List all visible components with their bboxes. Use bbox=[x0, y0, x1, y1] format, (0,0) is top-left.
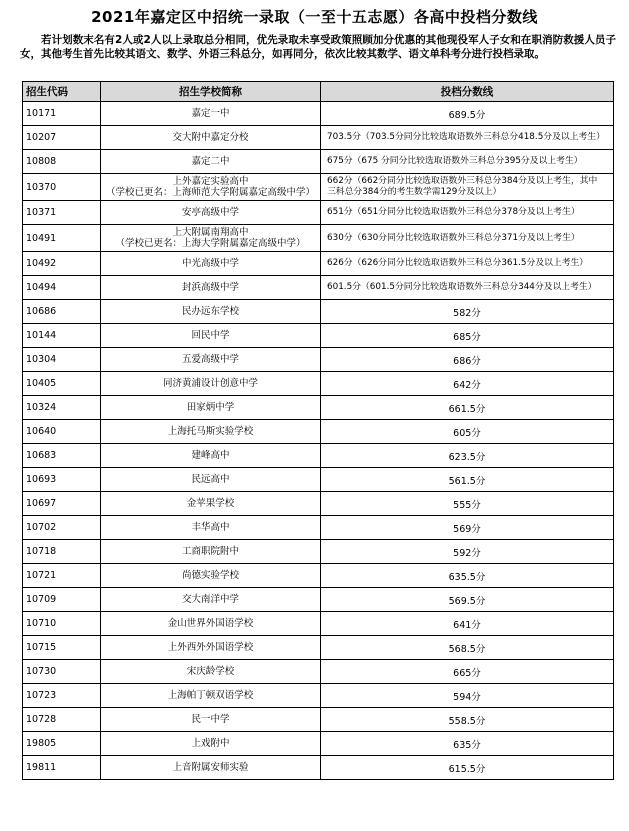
school-code: 10171 bbox=[23, 102, 101, 126]
school-code: 10710 bbox=[23, 612, 101, 636]
school-code: 10371 bbox=[23, 201, 101, 225]
cutoff-score-table bbox=[22, 81, 614, 780]
school-name: 田家炳中学 bbox=[186, 402, 235, 413]
cutoff-score: 558.5分 bbox=[448, 715, 486, 727]
cutoff-score: 662分（662分同分比较选取语数外三科总分384分及以上考生，其中 bbox=[327, 176, 598, 186]
cutoff-score-cell bbox=[321, 252, 614, 276]
school-code: 10715 bbox=[23, 636, 101, 660]
school-code: 10808 bbox=[23, 150, 101, 174]
cutoff-score-cell bbox=[321, 444, 614, 468]
school-name-cell bbox=[101, 102, 321, 126]
school-name-cell bbox=[101, 348, 321, 372]
table-row bbox=[23, 300, 614, 324]
school-name: 上大附属南翔高中 bbox=[172, 227, 249, 238]
school-name-cell bbox=[101, 174, 321, 201]
table-row bbox=[23, 468, 614, 492]
school-name-cell bbox=[101, 150, 321, 174]
cutoff-score: 615.5分 bbox=[448, 763, 486, 775]
school-code: 10405 bbox=[23, 372, 101, 396]
table-row bbox=[23, 126, 614, 150]
cutoff-score-cell bbox=[321, 756, 614, 780]
school-name: 上外西外外国语学校 bbox=[167, 642, 254, 653]
table-row bbox=[23, 150, 614, 174]
cutoff-score-cell bbox=[321, 225, 614, 252]
table-row bbox=[23, 276, 614, 300]
cutoff-score: 561.5分 bbox=[448, 475, 486, 487]
school-rename-note: （学校已更名：上海大学附属嘉定高级中学） bbox=[115, 238, 306, 249]
school-name-cell bbox=[101, 636, 321, 660]
school-name: 尚德实验学校 bbox=[181, 570, 239, 581]
cutoff-score: 568.5分 bbox=[448, 643, 486, 655]
cutoff-score: 594分 bbox=[453, 691, 481, 703]
school-name: 工商职院附中 bbox=[181, 546, 239, 557]
school-name: 民一中学 bbox=[191, 714, 230, 725]
school-name-cell bbox=[101, 300, 321, 324]
school-name-cell bbox=[101, 324, 321, 348]
cutoff-score: 665分 bbox=[453, 667, 481, 679]
cutoff-score: 630分（630分同分比较选取语数外三科总分371分及以上考生） bbox=[327, 232, 580, 243]
school-name-cell bbox=[101, 564, 321, 588]
cutoff-score-cell bbox=[321, 150, 614, 174]
cutoff-score-cell bbox=[321, 276, 614, 300]
table-row bbox=[23, 732, 614, 756]
school-code: 10304 bbox=[23, 348, 101, 372]
table-header-row bbox=[23, 82, 614, 102]
school-name: 上外嘉定实验高中 bbox=[172, 176, 249, 187]
cutoff-score: 703.5分（703.5分同分比较选取语数外三科总分418.5分及以上考生） bbox=[327, 132, 605, 142]
cutoff-score: 605分 bbox=[453, 427, 481, 439]
cutoff-score: 626分（626分同分比较选取语数外三科总分361.5分及以上考生） bbox=[327, 258, 589, 268]
school-code: 10683 bbox=[23, 444, 101, 468]
cutoff-score-cell bbox=[321, 636, 614, 660]
cutoff-score-cell bbox=[321, 732, 614, 756]
cutoff-score: 641分 bbox=[453, 619, 481, 631]
school-name: 嘉定一中 bbox=[191, 108, 230, 119]
school-name-cell bbox=[101, 372, 321, 396]
header-code: 招生代码 bbox=[23, 82, 101, 102]
school-name-cell bbox=[101, 660, 321, 684]
school-code: 10721 bbox=[23, 564, 101, 588]
cutoff-score: 592分 bbox=[453, 547, 481, 559]
school-code: 10686 bbox=[23, 300, 101, 324]
table-row bbox=[23, 348, 614, 372]
school-name-cell bbox=[101, 126, 321, 150]
school-name-cell bbox=[101, 732, 321, 756]
school-name: 回民中学 bbox=[191, 330, 230, 341]
school-code: 10697 bbox=[23, 492, 101, 516]
school-name: 上音附属安师实验 bbox=[172, 762, 249, 773]
school-name-cell bbox=[101, 492, 321, 516]
table-row bbox=[23, 492, 614, 516]
cutoff-score-note: 三科总分384分的考生数学需129分及以上） bbox=[327, 187, 502, 197]
school-name-cell bbox=[101, 252, 321, 276]
cutoff-score-cell bbox=[321, 201, 614, 225]
table-row bbox=[23, 612, 614, 636]
school-code: 10723 bbox=[23, 684, 101, 708]
school-name-cell bbox=[101, 396, 321, 420]
table-row bbox=[23, 396, 614, 420]
cutoff-score-cell bbox=[321, 300, 614, 324]
school-name-cell bbox=[101, 444, 321, 468]
school-code: 10728 bbox=[23, 708, 101, 732]
school-name-cell bbox=[101, 516, 321, 540]
school-name: 嘉定二中 bbox=[191, 156, 230, 167]
school-code: 10693 bbox=[23, 468, 101, 492]
school-name: 封浜高级中学 bbox=[181, 282, 239, 293]
school-name: 中光高级中学 bbox=[181, 258, 239, 269]
table-row bbox=[23, 660, 614, 684]
school-name-cell bbox=[101, 201, 321, 225]
school-code: 10492 bbox=[23, 252, 101, 276]
cutoff-score-cell bbox=[321, 612, 614, 636]
school-code: 10494 bbox=[23, 276, 101, 300]
header-score: 投档分数线 bbox=[321, 82, 614, 102]
page-title: 2021年嘉定区中招统一录取（一至十五志愿）各高中投档分数线 bbox=[91, 8, 538, 26]
cutoff-score: 661.5分 bbox=[448, 403, 486, 415]
table-row bbox=[23, 225, 614, 252]
cutoff-score-cell bbox=[321, 492, 614, 516]
table-row bbox=[23, 588, 614, 612]
school-code: 10207 bbox=[23, 126, 101, 150]
table-row bbox=[23, 708, 614, 732]
cutoff-score-cell bbox=[321, 420, 614, 444]
admission-rule-note: 若计划数末名有2人或2人以上录取总分相同，优先录取未享受政策照顾加分优惠的其他现役军人子女和在职消防救援人员子女，其他考生首先比较其语文、数学、外语三科总分，如再同分，依次比较其数学、语文单科考分进行投档录取。 bbox=[20, 34, 616, 60]
cutoff-score-cell bbox=[321, 348, 614, 372]
school-name-cell bbox=[101, 588, 321, 612]
school-code: 10491 bbox=[23, 225, 101, 252]
school-name-cell bbox=[101, 540, 321, 564]
school-name: 民办远东学校 bbox=[181, 306, 239, 317]
cutoff-score-cell bbox=[321, 324, 614, 348]
cutoff-score: 685分 bbox=[453, 331, 481, 343]
table-row bbox=[23, 102, 614, 126]
table-row bbox=[23, 324, 614, 348]
school-name: 上海帕丁顿双语学校 bbox=[167, 690, 254, 701]
school-code: 10718 bbox=[23, 540, 101, 564]
school-name: 同济黄浦设计创意中学 bbox=[162, 378, 258, 389]
table-row bbox=[23, 564, 614, 588]
school-code: 10640 bbox=[23, 420, 101, 444]
cutoff-score: 675分（675 分同分比较选取语数外三科总分395分及以上考生） bbox=[327, 156, 583, 166]
table-row bbox=[23, 444, 614, 468]
school-name: 建峰高中 bbox=[191, 450, 230, 461]
cutoff-score-cell bbox=[321, 396, 614, 420]
cutoff-score-cell bbox=[321, 468, 614, 492]
school-name-cell bbox=[101, 756, 321, 780]
cutoff-score: 651分（651分同分比较选取语数外三科总分378分及以上考生） bbox=[327, 207, 580, 217]
cutoff-score-cell bbox=[321, 540, 614, 564]
table-row bbox=[23, 636, 614, 660]
school-name: 民远高中 bbox=[191, 474, 230, 485]
school-code: 10144 bbox=[23, 324, 101, 348]
school-name-cell bbox=[101, 420, 321, 444]
school-code: 10370 bbox=[23, 174, 101, 201]
school-code: 10730 bbox=[23, 660, 101, 684]
school-name: 上海托马斯实验学校 bbox=[167, 426, 254, 437]
school-name: 丰华高中 bbox=[191, 522, 230, 533]
cutoff-score-cell bbox=[321, 102, 614, 126]
cutoff-score-cell bbox=[321, 174, 614, 201]
table-row bbox=[23, 684, 614, 708]
cutoff-score: 642分 bbox=[453, 379, 481, 391]
school-name-cell bbox=[101, 225, 321, 252]
table-row bbox=[23, 252, 614, 276]
cutoff-score: 623.5分 bbox=[448, 451, 486, 463]
school-name-cell bbox=[101, 612, 321, 636]
cutoff-score-cell bbox=[321, 660, 614, 684]
cutoff-score-cell bbox=[321, 516, 614, 540]
school-name: 交大南洋中学 bbox=[181, 594, 239, 605]
school-rename-note: （学校已更名：上海师范大学附属嘉定高级中学） bbox=[105, 187, 315, 198]
school-name-cell bbox=[101, 684, 321, 708]
cutoff-score: 635分 bbox=[453, 739, 481, 751]
school-code: 19805 bbox=[23, 732, 101, 756]
header-school: 招生学校简称 bbox=[101, 82, 321, 102]
cutoff-score: 569.5分 bbox=[448, 595, 486, 607]
table-row bbox=[23, 516, 614, 540]
school-name-cell bbox=[101, 276, 321, 300]
school-code: 10709 bbox=[23, 588, 101, 612]
school-name: 金苹果学校 bbox=[186, 498, 235, 509]
cutoff-score: 635.5分 bbox=[448, 571, 486, 583]
school-code: 10702 bbox=[23, 516, 101, 540]
table-row bbox=[23, 372, 614, 396]
table-row bbox=[23, 201, 614, 225]
cutoff-score: 686分 bbox=[453, 355, 481, 367]
cutoff-score: 601.5分（601.5分同分比较选取语数外三科总分344分及以上考生） bbox=[327, 282, 597, 292]
table-row bbox=[23, 174, 614, 201]
cutoff-score: 689.5分 bbox=[448, 109, 486, 121]
cutoff-score: 569分 bbox=[453, 523, 481, 535]
school-name: 交大附中嘉定分校 bbox=[172, 132, 249, 143]
cutoff-score-cell bbox=[321, 564, 614, 588]
table-row bbox=[23, 756, 614, 780]
school-name: 安亭高级中学 bbox=[181, 207, 239, 218]
school-name: 上戏附中 bbox=[191, 738, 230, 749]
table-row bbox=[23, 540, 614, 564]
cutoff-score-cell bbox=[321, 684, 614, 708]
cutoff-score: 582分 bbox=[453, 307, 481, 319]
table-row bbox=[23, 420, 614, 444]
school-name-cell bbox=[101, 708, 321, 732]
school-name: 五爱高级中学 bbox=[181, 354, 239, 365]
school-name: 宋庆龄学校 bbox=[186, 666, 235, 677]
school-code: 19811 bbox=[23, 756, 101, 780]
cutoff-score-cell bbox=[321, 708, 614, 732]
school-code: 10324 bbox=[23, 396, 101, 420]
cutoff-score-cell bbox=[321, 372, 614, 396]
cutoff-score-cell bbox=[321, 588, 614, 612]
school-name: 金山世界外国语学校 bbox=[167, 618, 254, 629]
school-name-cell bbox=[101, 468, 321, 492]
cutoff-score: 555分 bbox=[453, 499, 481, 511]
cutoff-score-cell bbox=[321, 126, 614, 150]
